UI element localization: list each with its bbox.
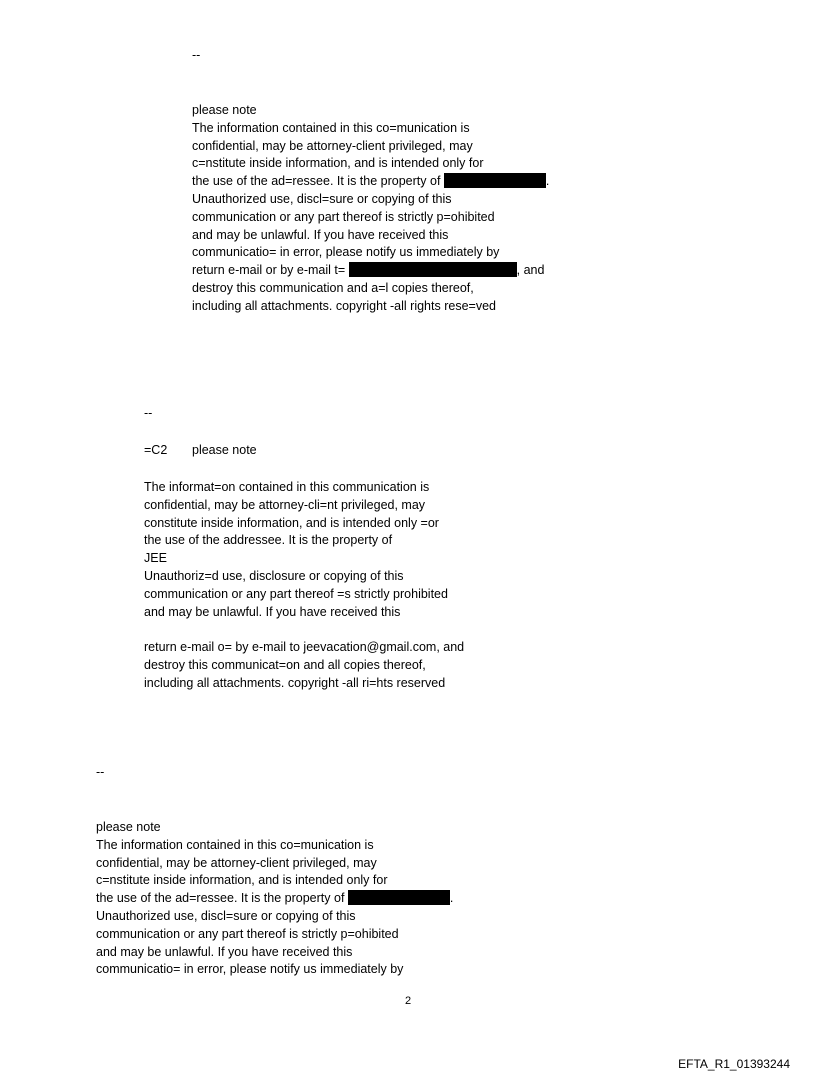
disclaimer-line: communicatio= in error, please notify us immediately by <box>96 962 404 977</box>
separator-3: -- <box>96 765 105 779</box>
disclaimer-line: and may be unlawful. If you have received this <box>96 944 353 959</box>
disclaimer-line: communication or any part thereof is strictly p=ohibited <box>96 926 399 941</box>
c2-label: =C2 <box>144 443 168 457</box>
disclaimer-line: return e-mail o= by e-mail to jeevacation@gmail.com, and <box>144 640 465 655</box>
disclaimer-line: constitute inside information, and is intended only =or <box>144 515 439 530</box>
line-text: return e-mail or by e-mail t= <box>192 263 349 278</box>
disclaimer-line: The informat=on contained in this communication is <box>144 480 430 494</box>
disclaimer-line-redacted <box>192 173 549 191</box>
c2-text: please note <box>192 443 257 457</box>
disclaimer-line: please note <box>192 103 257 117</box>
disclaimer-line: destroy this communicat=on and all copies thereof, <box>144 657 426 672</box>
line-suffix: . <box>545 174 550 189</box>
disclaimer-line: communication or any part thereof is strictly p=ohibited <box>192 209 495 224</box>
document-id: EFTA_R1_01393244 <box>678 1057 790 1071</box>
disclaimer-line: confidential, may be attorney-client privileged, may <box>96 855 377 870</box>
disclaimer-line: Unauthorized use, discl=sure or copying of this <box>192 191 452 206</box>
c2-heading <box>144 443 257 457</box>
blank-line <box>144 621 464 639</box>
disclaimer-line: the use of the addressee. It is the property of <box>144 533 393 548</box>
line-text: the use of the ad=ressee. It is the property of <box>192 174 444 189</box>
redaction-box <box>348 890 450 905</box>
disclaimer-line: Unauthorized use, discl=sure or copying of this <box>96 908 356 923</box>
disclaimer-line: Unauthoriz=d use, disclosure or copying of this <box>144 568 404 583</box>
page-number: 2 <box>404 995 412 1007</box>
disclaimer-line: confidential, may be attorney-client privileged, may <box>192 138 473 153</box>
disclaimer-line: The information contained in this co=munication is <box>96 837 374 852</box>
line-suffix: . <box>449 891 454 906</box>
redaction-box <box>349 262 517 277</box>
disclaimer-block-2 <box>144 479 464 693</box>
disclaimer-line-redacted <box>192 262 549 280</box>
disclaimer-line: including all attachments. copyright -all ri=hts reserved <box>144 675 446 690</box>
disclaimer-line: c=nstitute inside information, and is intended only for <box>96 873 388 888</box>
disclaimer-line: including all attachments. copyright -all rights rese=ved <box>192 298 496 313</box>
separator-1: -- <box>192 48 201 62</box>
disclaimer-line: and may be unlawful. If you have received this <box>192 227 449 242</box>
disclaimer-line: JEE <box>144 551 167 566</box>
redaction-box <box>444 173 546 188</box>
separator-2: -- <box>144 406 153 420</box>
disclaimer-line: confidential, may be attorney-cli=nt privileged, may <box>144 497 426 512</box>
disclaimer-line: and may be unlawful. If you have received this <box>144 604 401 619</box>
disclaimer-line: destroy this communication and a=l copies thereof, <box>192 280 474 295</box>
disclaimer-line: The information contained in this co=munication is <box>192 120 470 135</box>
disclaimer-line: communicatio= in error, please notify us immediately by <box>192 245 500 260</box>
disclaimer-line: c=nstitute inside information, and is intended only for <box>192 156 484 171</box>
disclaimer-line: communication or any part thereof =s strictly prohibited <box>144 586 448 601</box>
line-text: the use of the ad=ressee. It is the property of <box>96 891 348 906</box>
disclaimer-block-1 <box>192 102 549 316</box>
disclaimer-line-redacted <box>96 890 453 908</box>
disclaimer-block-3 <box>96 819 453 979</box>
disclaimer-line: please note <box>96 820 161 834</box>
line-suffix: , and <box>516 263 545 278</box>
